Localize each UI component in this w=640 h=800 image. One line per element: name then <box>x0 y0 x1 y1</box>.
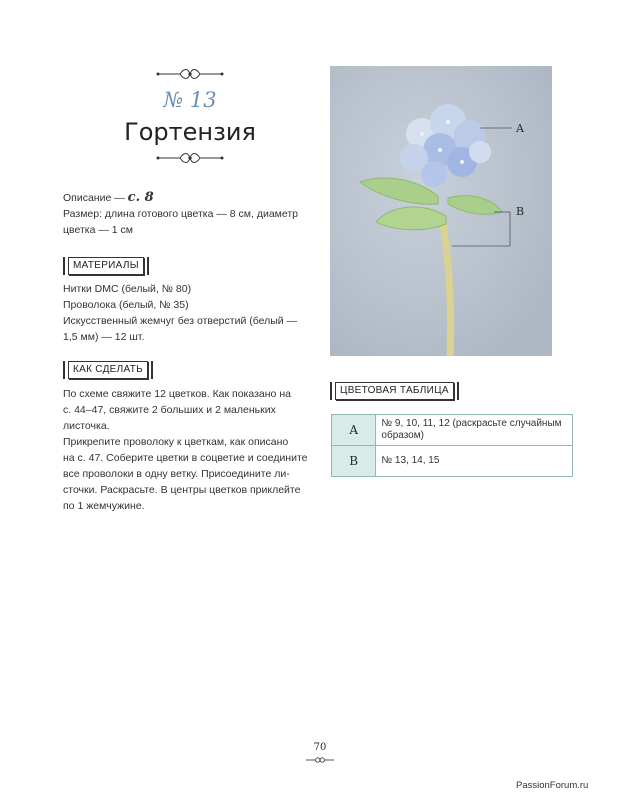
page-number: 70 <box>313 742 327 753</box>
color-key: A <box>332 415 376 446</box>
table-row <box>332 446 573 477</box>
materials-heading-wrap <box>63 257 149 275</box>
howto-line: По схеме свяжите 12 цветков. Как показано на <box>63 388 291 400</box>
photo-label-b: B <box>516 205 525 218</box>
materials-line: Проволока (белый, № 35) <box>63 299 189 311</box>
color-value: № 13, 14, 15 <box>376 446 573 477</box>
color-key: B <box>332 446 376 477</box>
howto-line: Прикрепите проволоку к цветкам, как описано <box>63 436 289 448</box>
description-line <box>63 190 313 206</box>
color-table <box>331 414 573 477</box>
howto-line: с. 44–47, свяжите 2 больших и 2 маленьких листочка. <box>63 404 276 432</box>
size-line-2: цветка — 1 см <box>63 224 133 236</box>
howto-text <box>63 386 323 514</box>
howto-line: сточки. Раскрасьте. В центры цветков приклейте <box>63 484 301 496</box>
size-line-1: Размер: длина готового цветка — 8 см, диаметр <box>63 208 299 220</box>
photo-label-a: A <box>516 122 524 135</box>
materials-heading: МАТЕРИАЛЫ <box>68 257 144 275</box>
pattern-number: № 13 <box>163 88 217 112</box>
description-ref: с. 8 <box>127 190 154 205</box>
heading-tick <box>148 361 153 379</box>
description-block <box>63 190 313 238</box>
page-title: Гортензия <box>124 118 256 146</box>
howto-heading-wrap <box>63 361 153 379</box>
heading-tick <box>144 257 149 275</box>
howto-line: по 1 жемчужине. <box>63 500 145 512</box>
title-ornament <box>155 152 225 164</box>
page-number-ornament <box>305 756 335 764</box>
watermark: PassionForum.ru <box>516 780 589 791</box>
materials-line: Искусственный жемчуг без отверстий (белый — <box>63 315 298 327</box>
color-table-heading: ЦВЕТОВАЯ ТАБЛИЦА <box>335 382 454 400</box>
materials-line: 1,5 мм) — 12 шт. <box>63 331 145 343</box>
howto-line: на с. 47. Соберите цветки в соцветие и соедините <box>63 452 308 464</box>
materials-list <box>63 281 313 345</box>
color-value: № 9, 10, 11, 12 (раскрасьте случайным образом) <box>376 415 573 446</box>
top-ornament <box>155 68 225 80</box>
color-table-heading-wrap <box>330 382 459 400</box>
materials-line: Нитки DMC (белый, № 80) <box>63 283 192 295</box>
howto-line: все проволоки в одну ветку. Присоедините ли- <box>63 468 290 480</box>
description-label: Описание — <box>63 192 125 204</box>
table-row <box>332 415 573 446</box>
heading-tick <box>454 382 459 400</box>
howto-heading: КАК СДЕЛАТЬ <box>68 361 148 379</box>
